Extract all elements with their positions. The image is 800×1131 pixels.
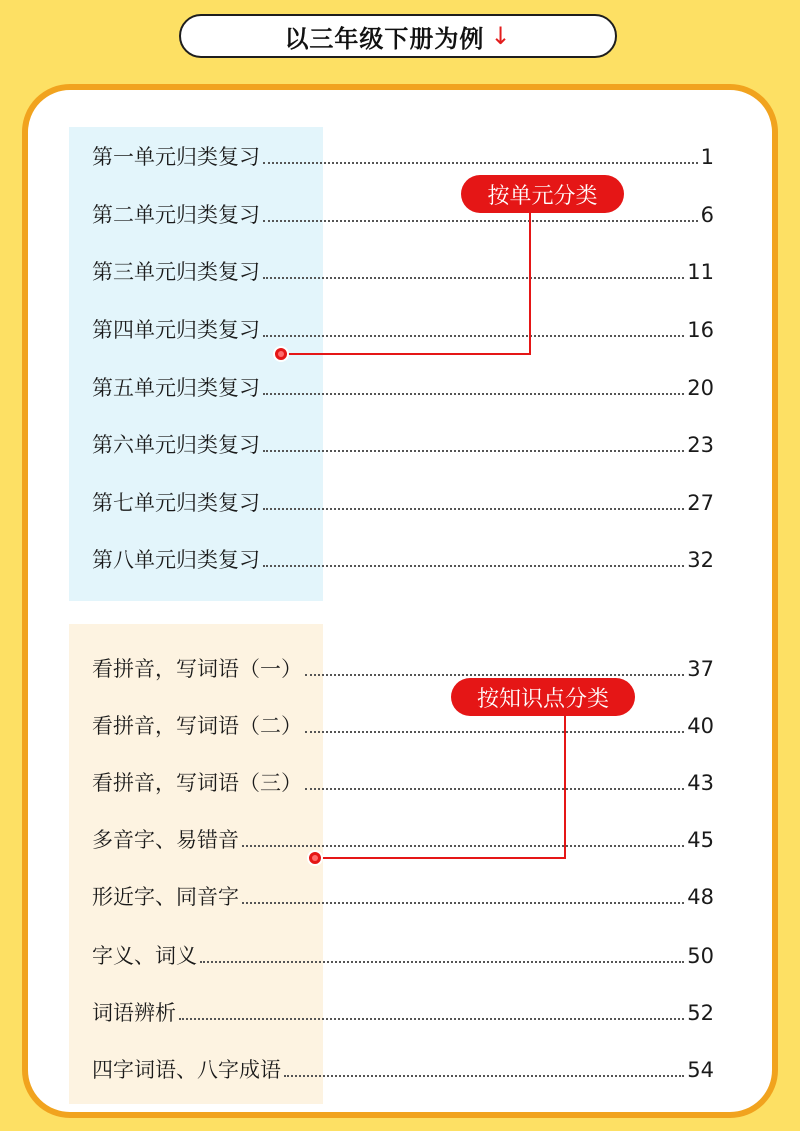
toc-title: 形近字、同音字 [92, 885, 239, 909]
toc-page-number: 37 [687, 657, 714, 681]
toc-title: 第三单元归类复习 [92, 260, 260, 284]
header-title: 以三年级下册为例 [284, 24, 485, 53]
arrow-down-icon: ↓ [490, 22, 512, 50]
knowledge-callout-line [315, 714, 565, 858]
toc-title: 第四单元归类复习 [92, 318, 260, 342]
toc-page-number: 54 [687, 1058, 714, 1082]
toc-title: 第一单元归类复习 [92, 145, 260, 169]
toc-page-number: 43 [687, 771, 714, 795]
toc-page-number: 40 [687, 714, 714, 738]
toc-title: 看拼音，写词语（三） [92, 771, 302, 795]
toc-title: 第八单元归类复习 [92, 548, 260, 572]
toc-title: 第二单元归类复习 [92, 203, 260, 227]
toc-page-number: 16 [687, 318, 714, 342]
toc-title: 看拼音，写词语（二） [92, 714, 302, 738]
toc-page-number: 45 [687, 828, 714, 852]
toc-title: 第五单元归类复习 [92, 376, 260, 400]
toc-title: 词语辨析 [92, 1001, 176, 1025]
unit-callout-badge: 按单元分类 [461, 175, 624, 213]
toc-page-number: 6 [700, 203, 714, 227]
toc-page-number: 52 [687, 1001, 714, 1025]
toc-title: 多音字、易错音 [92, 828, 239, 852]
toc-title: 看拼音，写词语（一） [92, 657, 302, 681]
knowledge-callout-badge: 按知识点分类 [451, 678, 635, 716]
toc-title: 四字词语、八字成语 [92, 1058, 281, 1082]
toc-title: 字义、词义 [92, 944, 197, 968]
toc-page-number: 50 [687, 944, 714, 968]
toc-title: 第七单元归类复习 [92, 491, 260, 515]
toc-page-number: 32 [687, 548, 714, 572]
knowledge-callout-dot-center [312, 855, 318, 861]
unit-callout-dot-center [278, 351, 284, 357]
toc-title: 第六单元归类复习 [92, 433, 260, 457]
unit-callout-line [281, 212, 530, 354]
toc-page-number: 48 [687, 885, 714, 909]
toc-page-number: 27 [687, 491, 714, 515]
toc-page-number: 23 [687, 433, 714, 457]
toc-page-number: 11 [687, 260, 714, 284]
toc-page-number: 1 [700, 145, 714, 169]
toc-page-number: 20 [687, 376, 714, 400]
